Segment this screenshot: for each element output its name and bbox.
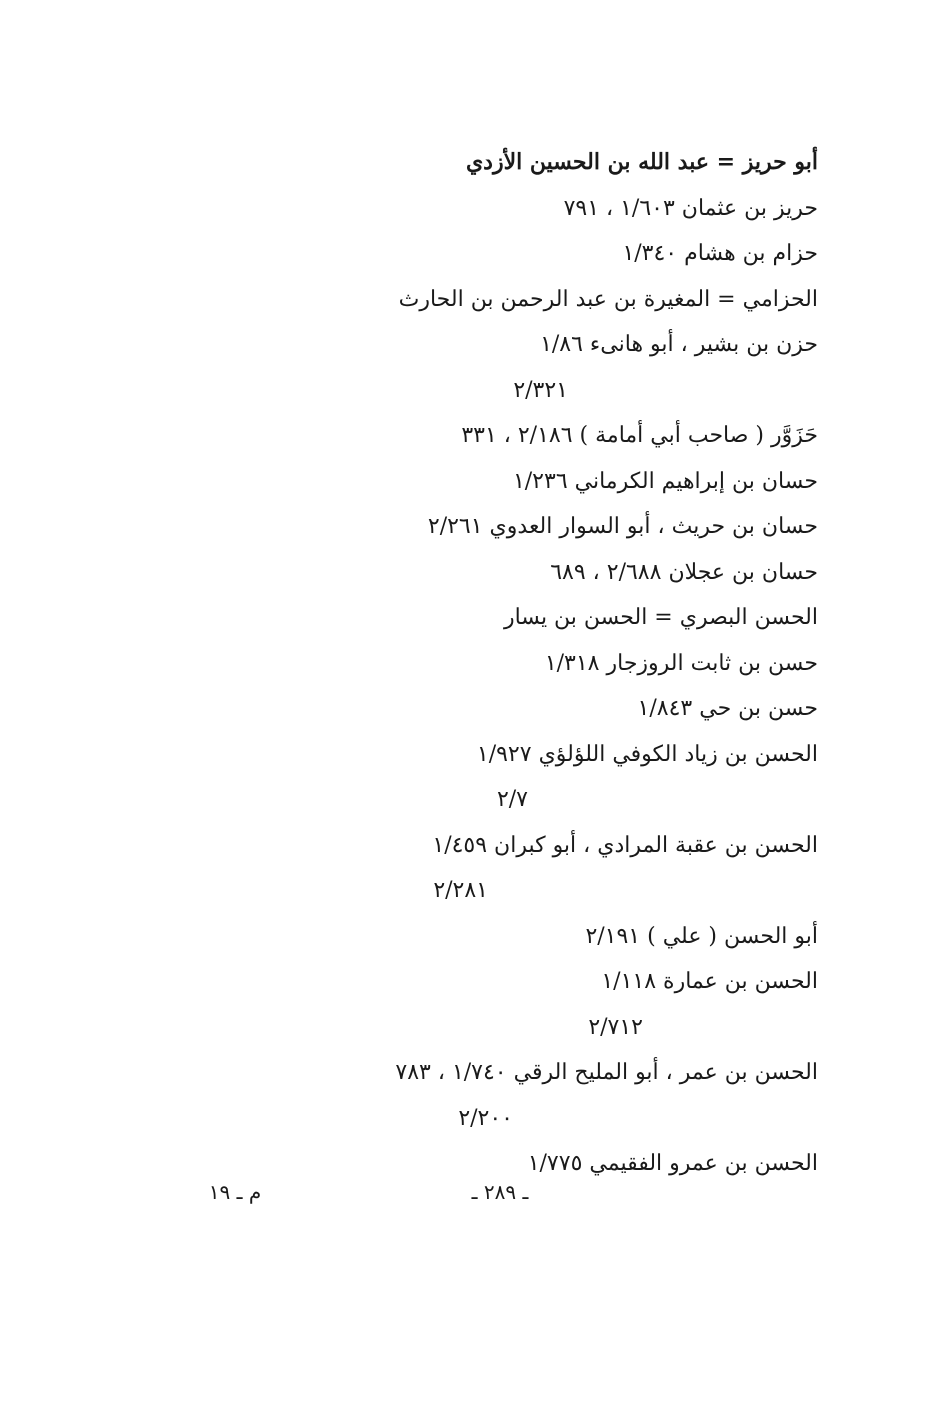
signature-mark: م ـ ١٩ [208, 1180, 262, 1204]
index-entry: حسن بن ثابت الروزجار ١/٣١٨ [544, 650, 818, 676]
index-entries [358, 140, 818, 1187]
index-entry-continuation: ٢/٧ [496, 787, 528, 812]
index-entry: الحزامي = المغيرة بن عبد الرحمن بن الحارث [398, 286, 818, 312]
index-entry-continuation: ٢/٧١٢ [588, 1014, 643, 1040]
index-entry-continuation: ٢/٢٨١ [433, 878, 488, 903]
index-entry: الحسن بن عمر ، أبو المليح الرقي ١/٧٤٠ ، ٧٨٣ [395, 1060, 818, 1085]
index-entry: الحسن بن زياد الكوفي اللؤلؤي ١/٩٢٧ [476, 741, 818, 767]
index-entry: حسان بن إبراهيم الكرماني ١/٢٣٦ [512, 468, 818, 494]
index-entry: حزام بن هشام ١/٣٤٠ [622, 241, 818, 266]
index-entry: حزن بن بشير ، أبو هانىء ١/٨٦ [540, 332, 818, 357]
index-entry: حسان بن عجلان ٢/٦٨٨ ، ٦٨٩ [550, 559, 818, 585]
index-entry: حسن بن حي ١/٨٤٣ [637, 696, 818, 721]
page-footer [0, 1180, 943, 1220]
index-entry: الحسن بن عمرو الفقيمي ١/٧٧٥ [527, 1151, 818, 1176]
index-entry: الحسن بن عقبة المرادي ، أبو كبران ١/٤٥٩ [432, 832, 818, 858]
page-number: ـ ٢٨٩ ـ [471, 1180, 529, 1204]
index-entry: حسان بن حريث ، أبو السوار العدوي ٢/٢٦١ [427, 514, 818, 539]
index-entry: الحسن بن عمارة ١/١١٨ [601, 969, 818, 994]
index-entry: حريز بن عثمان ١/٦٠٣ ، ٧٩١ [563, 195, 818, 221]
index-entry-continuation: ٢/٣٢١ [513, 377, 568, 403]
index-entry: حَزَوَّر ( صاحب أبي أمامة ) ٢/١٨٦ ، ٣٣١ [461, 423, 818, 448]
index-entry-continuation: ٢/٢٠٠ [458, 1105, 513, 1131]
index-entry: أبو حريز = عبد الله بن الحسين الأزدي [465, 149, 818, 175]
index-entry: أبو الحسن ( علي ) ٢/١٩١ [585, 923, 818, 949]
index-entry: الحسن البصري = الحسن بن يسار [503, 605, 818, 630]
